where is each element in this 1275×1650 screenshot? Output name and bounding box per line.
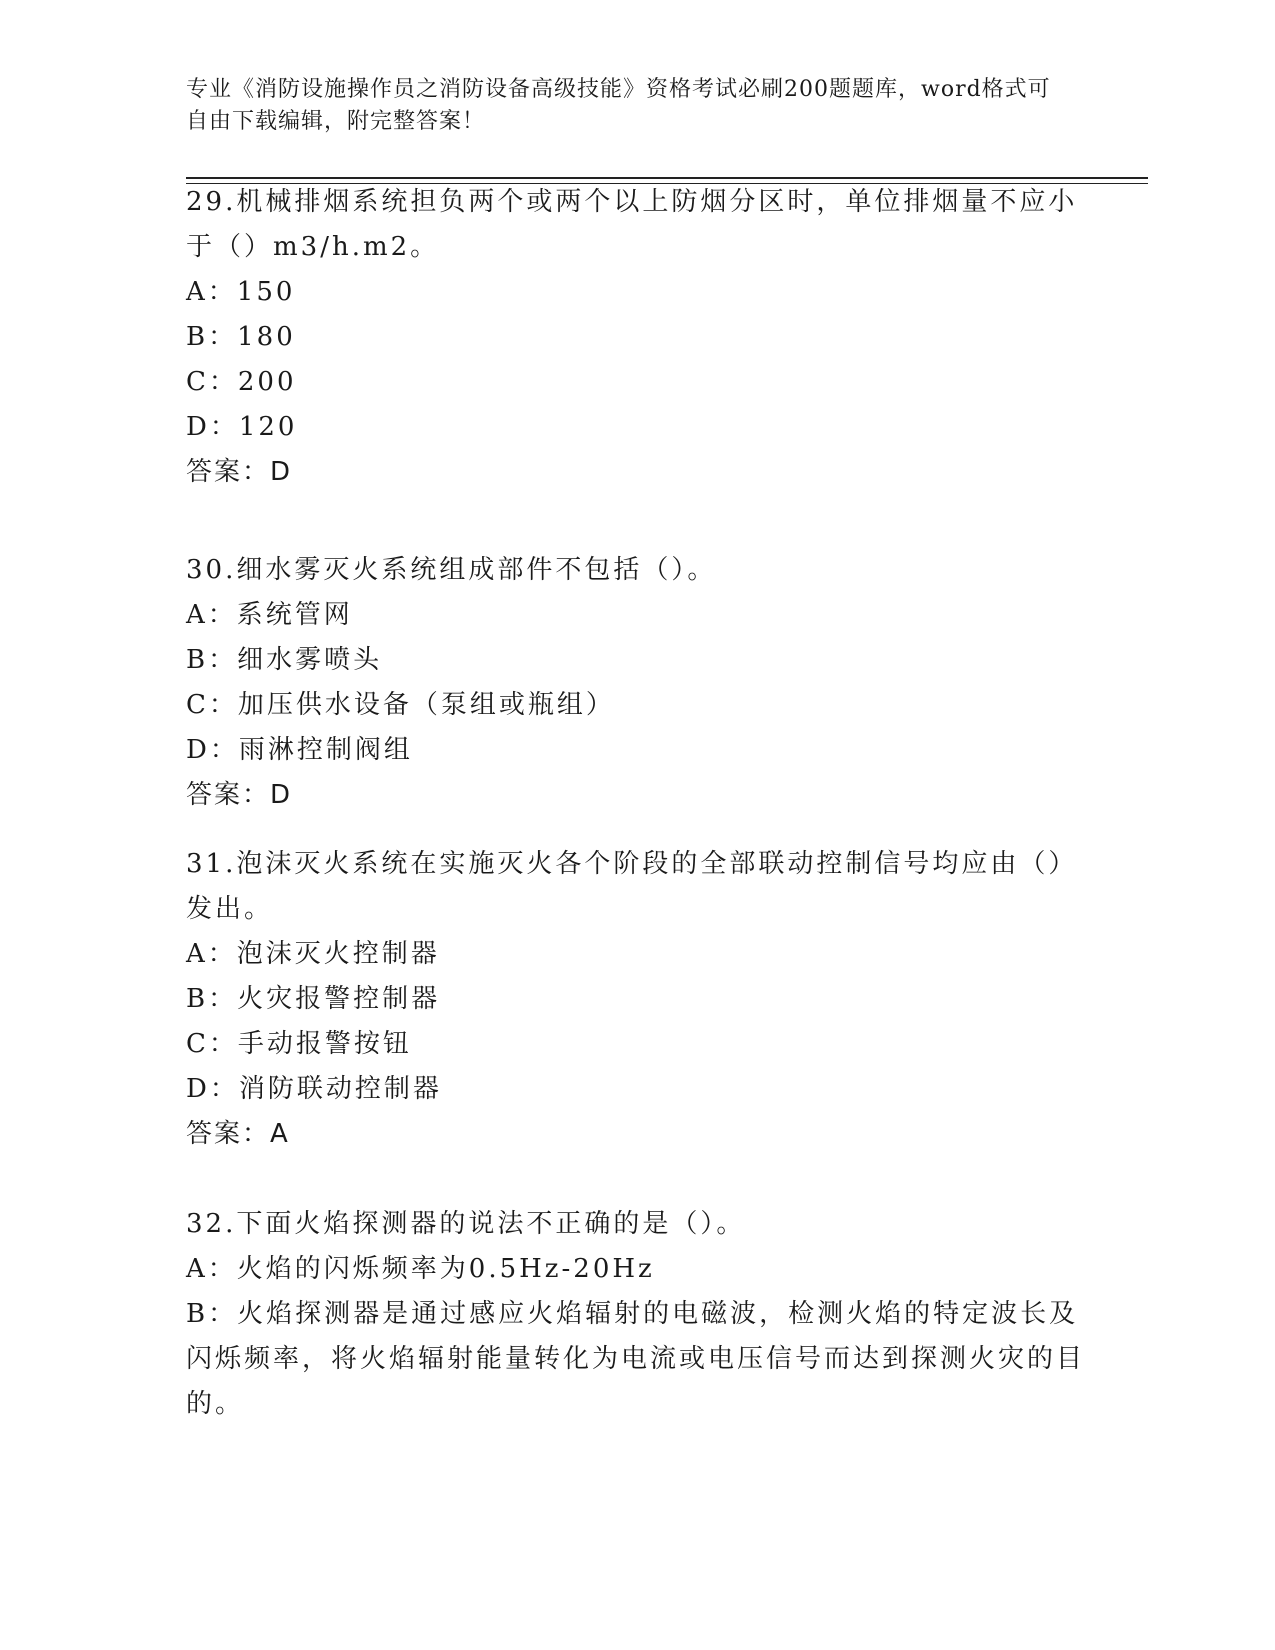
option-b: B：细水雾喷头 bbox=[186, 645, 383, 675]
option-a: A：150 bbox=[186, 277, 296, 307]
option-b: B：180 bbox=[186, 322, 296, 352]
option-c: C：加压供水设备（泵组或瓶组） bbox=[186, 690, 615, 720]
document-header: 专业《消防设施操作员之消防设备高级技能》资格考试必刷200题题库，word格式可自由下载编辑，附完整答案！ bbox=[186, 77, 1051, 134]
option-a: A：系统管网 bbox=[186, 600, 353, 630]
option-c: C：手动报警按钮 bbox=[186, 1029, 412, 1059]
option-b: B：火灾报警控制器 bbox=[186, 984, 441, 1014]
option-a: A：泡沫灭火控制器 bbox=[186, 939, 440, 969]
option-d: D：120 bbox=[186, 412, 298, 442]
question-stem: 32.下面火焰探测器的说法不正确的是（）。 bbox=[186, 1209, 746, 1239]
option-d: D：消防联动控制器 bbox=[186, 1074, 442, 1104]
option-c: C：200 bbox=[186, 367, 297, 397]
option-b: B：火焰探测器是通过感应火焰辐射的电磁波，检测火焰的特定波长及闪烁频率，将火焰辐射能量转化为电流或电压信号而达到探测火灾的目的。 bbox=[186, 1299, 1086, 1419]
question-stem: 30.细水雾灭火系统组成部件不包括（）。 bbox=[186, 555, 717, 585]
answer-label: 答案：D bbox=[186, 457, 293, 487]
option-a: A：火焰的闪烁频率为0.5Hz-20Hz bbox=[186, 1254, 655, 1284]
question-stem: 31.泡沫灭火系统在实施灭火各个阶段的全部联动控制信号均应由（）发出。 bbox=[186, 849, 1078, 924]
question-31 bbox=[186, 842, 1086, 1157]
answer-label: 答案：A bbox=[186, 1119, 290, 1149]
option-d: D：雨淋控制阀组 bbox=[186, 735, 413, 765]
answer-label: 答案：D bbox=[186, 780, 293, 810]
question-stem: 29.机械排烟系统担负两个或两个以上防烟分区时，单位排烟量不应小于（）m3/h.m2。 bbox=[186, 187, 1078, 262]
question-32 bbox=[186, 1202, 1086, 1427]
header-divider-thick bbox=[186, 177, 1148, 179]
question-29 bbox=[186, 180, 1086, 495]
question-30 bbox=[186, 548, 1086, 818]
